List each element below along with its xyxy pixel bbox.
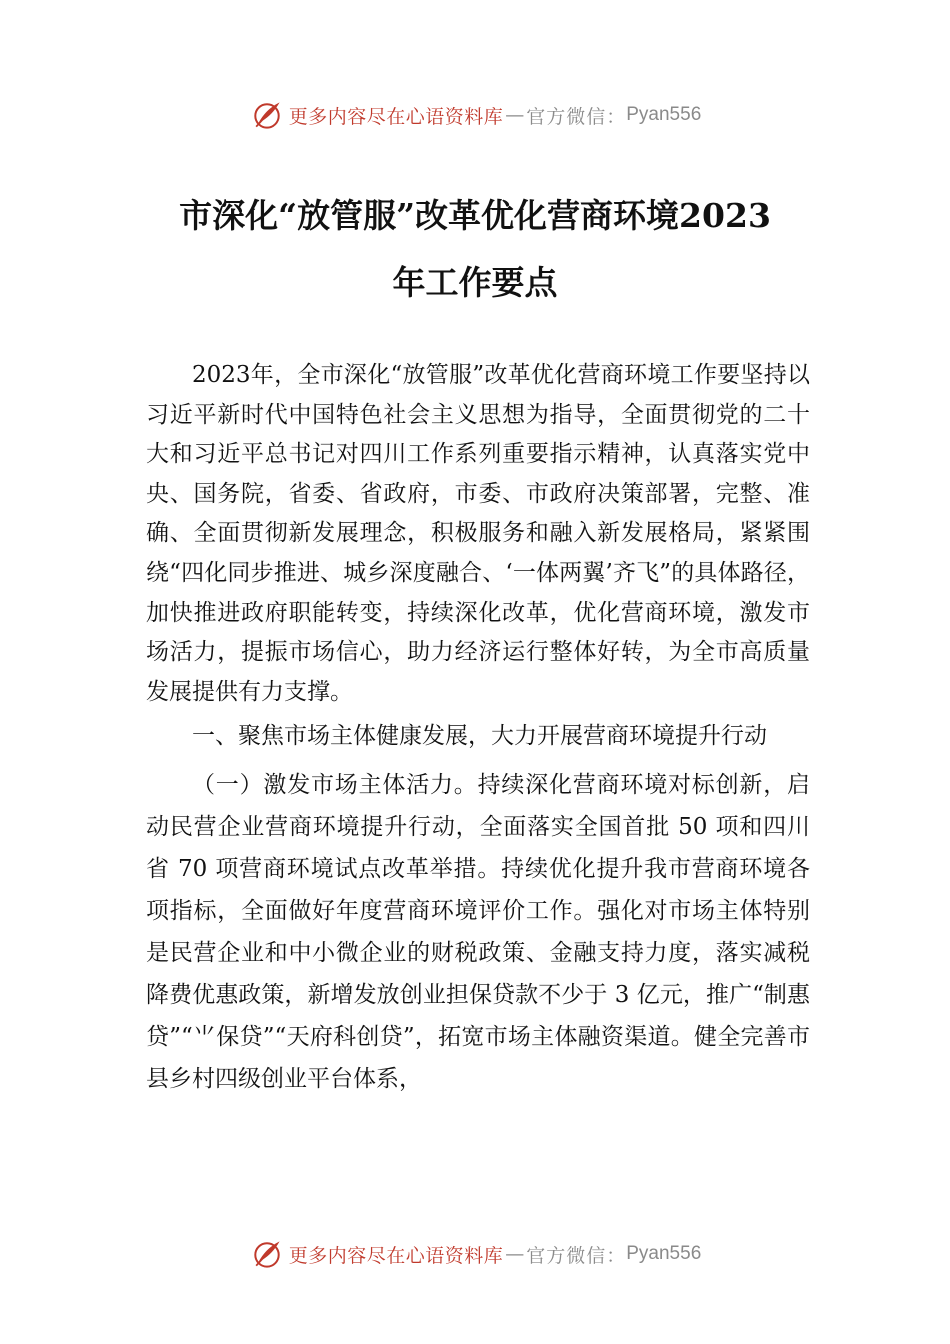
document-body — [146, 356, 810, 1100]
quill-logo-icon — [249, 97, 285, 133]
quill-logo-icon — [249, 1236, 285, 1272]
watermark-banner-bottom — [0, 1234, 950, 1274]
watermark-banner-top — [0, 95, 950, 135]
subsection-paragraph-1: （一）激发市场主体活力。持续深化营商环境对标创新，启动民营企业营商环境提升行动，全面落实全国首批 50 项和四川省 70 项营商环境试点改革举措。持续优化提升我市营商环境各项指标，全面做好年度营商环境评价工作。强化对市场主体特别是民营企业和中小微企业的财税政策、金融支持力度，落实减税降费优惠政策，新增发放创业担保贷款不少于 3 亿元，推广“制惠贷”“⺌保贷”“天府科创贷”，拓宽市场主体融资渠道。健全完善市县乡村四级创业平台体系， — [146, 772, 810, 1093]
intro-paragraph: 2023年，全市深化“放管服”改革优化营商环境工作要坚持以习近平新时代中国特色社会主义思想为指导，全面贯彻党的二十大和习近平总书记对四川工作系列重要指示精神，认真落实党中央、国务院，省委、省政府，市委、市政府决策部署，完整、准确、全面贯彻新发展理念，积极服务和融入新发展格局，紧紧围绕“四化同步推进、城乡深度融合、‘一体两翼’齐飞”的具体路径，加快推进政府职能转变，持续深化改革，优化营商环境，激发市场活力，提振市场信心，助力经济运行整体好转，为全市高质量发展提供有力支撑。 — [146, 362, 810, 705]
document-title-line2: 年工作要点 — [392, 263, 558, 302]
watermark-text: 更多内容尽在心语资料库 — [288, 105, 504, 128]
watermark-wechat-id: Pyan556 — [626, 1243, 702, 1264]
watermark-wechat-label: 官方微信： — [526, 1244, 627, 1267]
watermark-text: 更多内容尽在心语资料库 — [288, 1244, 504, 1267]
document-title-line1: 市深化“放管服”改革优化营商环境2023 — [179, 196, 771, 235]
watermark-separator: — — [505, 1243, 525, 1265]
watermark-wechat-id: Pyan556 — [626, 104, 702, 125]
section-heading-1: 一、聚焦市场主体健康发展，大力开展营商环境提升行动 — [192, 723, 767, 750]
watermark-wechat-label: 官方微信： — [526, 105, 627, 128]
watermark-separator: — — [505, 104, 525, 126]
